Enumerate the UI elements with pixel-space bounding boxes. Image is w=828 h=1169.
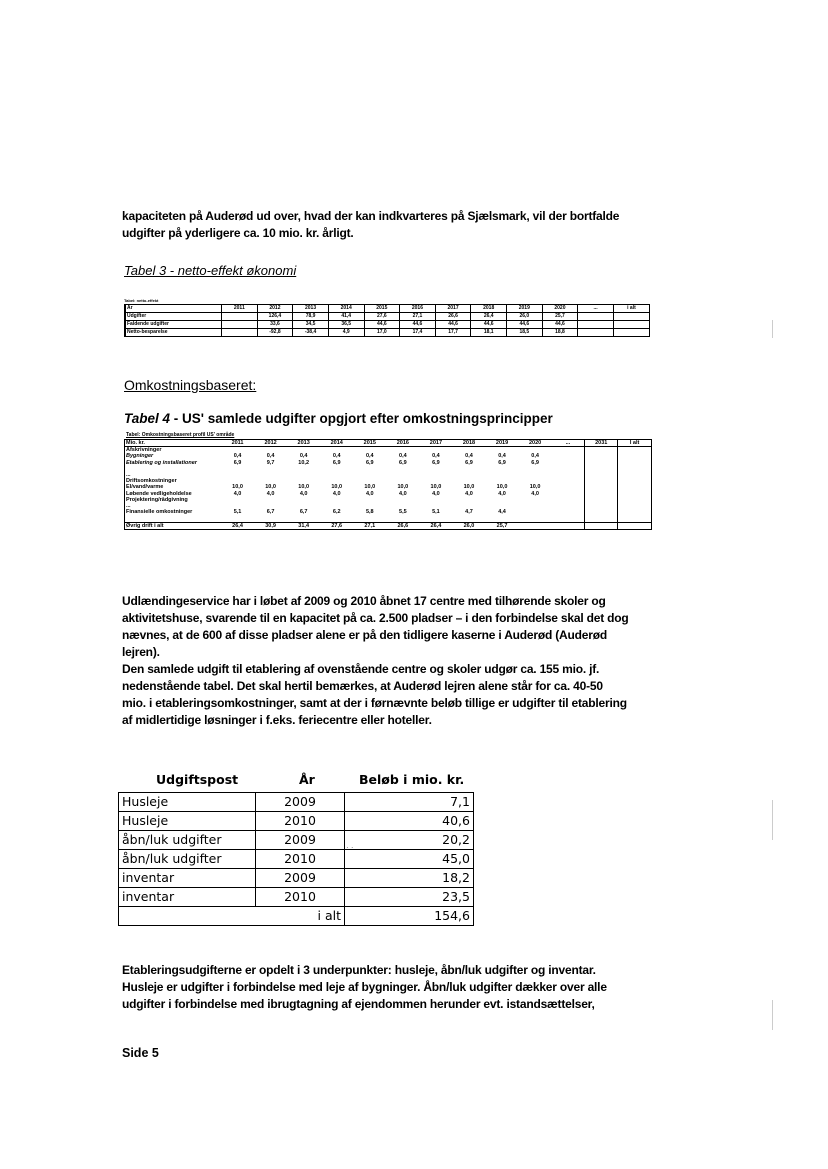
table4-cell: 0,4 xyxy=(299,453,308,460)
table4-cell xyxy=(287,447,320,454)
cost-amount: 20,2 xyxy=(345,831,474,850)
table3-row xyxy=(126,321,650,329)
table4-year-header: 2014 xyxy=(320,440,353,447)
table4-year-header: 2016 xyxy=(386,440,419,447)
table3-cell: 17,0 xyxy=(364,329,400,337)
table4-year-header: 2012 xyxy=(254,440,287,447)
table4-total-cell xyxy=(519,522,552,529)
cost-total-amount: 154,6 xyxy=(345,907,474,926)
table3-cell: 44,6 xyxy=(471,321,507,329)
table3-tiny-title: Tabel: netto-effekt xyxy=(124,298,159,303)
table4-cell: 6,9 xyxy=(531,459,539,466)
closing-line: Etableringsudgifterne er opdelt i 3 underpunkter: husleje, åbn/luk udgifter og inventar. xyxy=(122,963,596,977)
table4 xyxy=(124,439,652,530)
table3-cell xyxy=(222,313,258,321)
table4-cell: 10,0 xyxy=(496,484,508,491)
table3-year-header: 2019 xyxy=(507,305,543,313)
table4-cell: 10,0 xyxy=(232,484,243,491)
table4-caption xyxy=(124,411,553,426)
table4-total-cell: 31,4 xyxy=(287,522,320,529)
table3-header-row xyxy=(126,305,650,313)
table4-cell: 6,9 xyxy=(332,459,341,466)
table4-cell: 4,0 xyxy=(531,490,539,497)
table4-row-label: Bygninger xyxy=(126,453,154,460)
cost-year: 2010 xyxy=(256,812,345,831)
table4-total-cell xyxy=(552,522,585,529)
table4-year-header: 2019 xyxy=(486,440,519,447)
table4-cell: 0,4 xyxy=(399,453,407,460)
cost-amount: 18,2 xyxy=(345,869,474,888)
table3-cell: 18,5 xyxy=(507,329,543,337)
table4-cell: 6,9 xyxy=(465,459,473,466)
table4-cell xyxy=(486,447,519,454)
table3-cell: 26,0 xyxy=(507,313,543,321)
table4-total-cell: 30,9 xyxy=(254,522,287,529)
table3-year-header: 2018 xyxy=(471,305,507,313)
table4-total-label: Øvrig drift i alt xyxy=(125,522,221,529)
table4-cell: 4,0 xyxy=(465,490,473,497)
body-line: mio. i etableringsomkostninger, samt at der i førnævnte beløb tillige er udgifter til etablering xyxy=(122,696,627,710)
table3-cell: 33,6 xyxy=(257,321,293,329)
table3-cell xyxy=(578,321,614,329)
table4-cell xyxy=(353,447,386,454)
table4-cell xyxy=(320,447,353,454)
table4-row xyxy=(125,515,651,522)
table4-cell: 6,7 xyxy=(299,509,308,516)
table4-row-label: Finansielle omkostninger xyxy=(126,509,193,516)
table4-cell: 5,5 xyxy=(399,509,407,516)
scan-artifact xyxy=(772,800,773,840)
body-line: nedenstående tabel. Det skal hertil bemærkes, at Auderød lejren alene står for ca. 40-50 xyxy=(122,679,603,693)
table4-cell: 0,4 xyxy=(432,453,440,460)
table4-row-label: Driftsomkostninger xyxy=(126,478,177,485)
table4-cell xyxy=(386,515,419,522)
table3-cell: 27,1 xyxy=(400,313,436,321)
cost-amount: 45,0 xyxy=(345,850,474,869)
table4-caption-text: - US' samlede udgifter opgjort efter omkostningsprincipper xyxy=(170,411,553,426)
table3-row xyxy=(126,313,650,321)
cost-year: 2009 xyxy=(256,793,345,812)
cost-total-label: i alt xyxy=(256,907,345,926)
table4-cell: 4,4 xyxy=(498,509,506,516)
table4-total-cell xyxy=(618,522,651,529)
table3-row xyxy=(126,329,650,337)
table3-caption: Tabel 3 - netto-effekt økonomi xyxy=(124,263,297,278)
closing-line: udgifter i forbindelse med ibrugtagning af ejendommen herunder evt. istandsættelser, xyxy=(122,997,595,1011)
table4-year-header: 2017 xyxy=(419,440,452,447)
table3-cell: 26,4 xyxy=(471,313,507,321)
table4-row-label: ... xyxy=(126,503,131,510)
table4-row-label: El/vand/varme xyxy=(126,484,164,491)
table4-total-cell: 26,4 xyxy=(419,522,452,529)
table4-cell: 6,9 xyxy=(233,459,242,466)
cost-post: inventar xyxy=(119,869,256,888)
table3-year-header: 2014 xyxy=(328,305,364,313)
cost-header-year: År xyxy=(299,772,315,787)
table4-cell xyxy=(618,447,651,454)
table4-year-header: ... xyxy=(552,440,585,447)
table4-row-label xyxy=(125,515,221,522)
table4-cell: 10,2 xyxy=(298,459,310,466)
table4-cell: 6,9 xyxy=(365,459,374,466)
body-line: lejren). xyxy=(122,645,160,659)
table3-year-header: 2020 xyxy=(542,305,578,313)
table4-cell: 4,0 xyxy=(332,490,341,497)
table4-year-header: I alt xyxy=(618,440,651,447)
body-paragraph xyxy=(122,593,762,729)
table3-cell xyxy=(578,313,614,321)
cost-header-post: Udgiftspost xyxy=(156,772,239,787)
table3-cell: 4,9 xyxy=(328,329,364,337)
scan-artifact xyxy=(772,320,773,338)
table4-cell: 6,2 xyxy=(332,509,341,516)
table3-cell: 78,9 xyxy=(293,313,329,321)
table4-total-cell: 27,1 xyxy=(353,522,386,529)
table3-year-header: 2016 xyxy=(400,305,436,313)
table3-cell: 18,8 xyxy=(542,329,578,337)
table4-cell: 10,0 xyxy=(463,484,475,491)
table4-cell: 0,4 xyxy=(465,453,473,460)
table4-cell xyxy=(287,515,320,522)
table4-cell: 4,0 xyxy=(266,490,275,497)
table4-cell xyxy=(353,515,386,522)
table4-cell: 10,0 xyxy=(430,484,442,491)
table4-cell: 4,0 xyxy=(498,490,506,497)
table4-cell xyxy=(519,515,552,522)
table3-year-header: 2011 xyxy=(222,305,258,313)
table4-row-label: Projektering/rådgivning xyxy=(126,496,188,503)
table4-year-header: 2013 xyxy=(287,440,320,447)
table4-cell: 9,7 xyxy=(266,459,275,466)
table4-cell xyxy=(254,447,287,454)
cost-header-amount: Beløb i mio. kr. xyxy=(359,772,465,787)
cost-post: åbn/luk udgifter xyxy=(119,850,256,869)
table4-row-label: Løbende vedligeholdelse xyxy=(126,490,192,497)
cost-row xyxy=(119,812,474,831)
table4-cell: 10,0 xyxy=(298,484,310,491)
table3-cell xyxy=(613,329,649,337)
table4-cell: 0,4 xyxy=(498,453,506,460)
table4-total-cell: 26,4 xyxy=(221,522,254,529)
table4-year-header: 2031 xyxy=(585,440,618,447)
table3-cell xyxy=(613,321,649,329)
table4-cell xyxy=(452,515,485,522)
table3-cell: 34,5 xyxy=(293,321,329,329)
table3-year-header: i alt xyxy=(613,305,649,313)
table4-cell xyxy=(552,515,585,522)
table4-cell xyxy=(452,447,485,454)
table3-cell: 44,6 xyxy=(435,321,471,329)
table4-cell: 4,0 xyxy=(432,490,440,497)
table3-year-header: 2013 xyxy=(293,305,329,313)
table3-cell: 27,6 xyxy=(364,313,400,321)
closing-line: Husleje er udgifter i forbindelse med leje af bygninger. Åbn/luk udgifter dækker over alle xyxy=(122,980,607,994)
table3-header-label: År xyxy=(126,305,222,313)
table3-cell: 18,1 xyxy=(471,329,507,337)
body-line: af midlertidige løsninger i f.eks. feriecentre eller hoteller. xyxy=(122,713,432,727)
page-footer: Side 5 xyxy=(122,1046,159,1060)
table3-cell: 44,6 xyxy=(364,321,400,329)
table3-cell xyxy=(578,329,614,337)
scan-dots: · · xyxy=(346,843,354,852)
table3-cell: -92,8 xyxy=(257,329,293,337)
table4-cell: 4,7 xyxy=(465,509,473,516)
table4-cell xyxy=(618,515,651,522)
table4-cell: 4,0 xyxy=(365,490,374,497)
table4-cell: 0,4 xyxy=(233,453,242,460)
table4-row-label: Afskrivninger xyxy=(126,447,162,454)
table3-cell xyxy=(613,313,649,321)
cost-table xyxy=(118,792,474,926)
table4-total-cell: 27,6 xyxy=(320,522,353,529)
table3-row-label: Netto-besparelse xyxy=(126,329,222,337)
table4-cell: 0,4 xyxy=(332,453,341,460)
table3-cell: 44,6 xyxy=(507,321,543,329)
table4-year-header: 2015 xyxy=(353,440,386,447)
scan-artifact xyxy=(772,1000,773,1030)
table4-cell: 5,8 xyxy=(365,509,374,516)
cost-post: inventar xyxy=(119,888,256,907)
body-line: nævnes, at de 600 af disse pladser alene er på den tidligere kaserne i Auderød (Auderød xyxy=(122,628,607,642)
table3-cell: 44,6 xyxy=(400,321,436,329)
table4-cell: 6,7 xyxy=(266,509,275,516)
cost-year: 2009 xyxy=(256,831,345,850)
table4-cell: 10,0 xyxy=(331,484,343,491)
table4-cell: 5,1 xyxy=(233,509,242,516)
table4-cell: 10,0 xyxy=(265,484,276,491)
table4-cell xyxy=(254,515,287,522)
intro-paragraph xyxy=(122,208,762,242)
cost-total-spacer xyxy=(119,907,256,926)
table4-cell xyxy=(585,447,618,454)
table4-cell xyxy=(552,447,585,454)
body-line: Udlændingeservice har i løbet af 2009 og 2010 åbnet 17 centre med tilhørende skoler og xyxy=(122,594,606,608)
table4-cell xyxy=(419,447,452,454)
table4-cell: 10,0 xyxy=(397,484,409,491)
table4-cell xyxy=(419,515,452,522)
table4-cell: 0,4 xyxy=(365,453,374,460)
cost-row xyxy=(119,850,474,869)
table3-year-header: 2012 xyxy=(257,305,293,313)
table3-cell xyxy=(222,329,258,337)
cost-year: 2010 xyxy=(256,888,345,907)
table3-cell: 17,4 xyxy=(400,329,436,337)
table4-cell xyxy=(386,447,419,454)
table4-row xyxy=(125,447,651,454)
table3-cell: 36,5 xyxy=(328,321,364,329)
table4-cell xyxy=(320,515,353,522)
cost-row xyxy=(119,869,474,888)
table4-cell: 4,0 xyxy=(399,490,407,497)
table3-cell xyxy=(222,321,258,329)
body-line: Den samlede udgift til etablering af ovenstående centre og skoler udgør ca. 155 mio. jf. xyxy=(122,662,600,676)
section-heading: Omkostningsbaseret: xyxy=(124,377,257,393)
cost-post: Husleje xyxy=(119,793,256,812)
intro-line: kapaciteten på Auderød ud over, hvad der kan indkvarteres på Sjælsmark, vil der bortfalde xyxy=(122,209,620,223)
table4-cell xyxy=(221,515,254,522)
table3-cell: -38,4 xyxy=(293,329,329,337)
table3-cell: 25,7 xyxy=(542,313,578,321)
table4-year-header: 2020 xyxy=(519,440,552,447)
cost-row xyxy=(119,793,474,812)
table4-cell xyxy=(519,447,552,454)
table4-cell xyxy=(221,447,254,454)
table4-cell xyxy=(585,515,618,522)
table4-header-label: Mio. kr. xyxy=(125,440,221,447)
table4-total-cell: 25,7 xyxy=(486,522,519,529)
table3-year-header: 2017 xyxy=(435,305,471,313)
table4-header-row xyxy=(125,440,651,447)
intro-line: udgifter på yderligere ca. 10 mio. kr. årligt. xyxy=(122,226,354,240)
table4-cell: 0,4 xyxy=(531,453,539,460)
cost-year: 2009 xyxy=(256,869,345,888)
table4-cell: 6,9 xyxy=(498,459,506,466)
cost-year: 2010 xyxy=(256,850,345,869)
cost-post: Husleje xyxy=(119,812,256,831)
table4-total-row xyxy=(125,522,651,529)
cost-row xyxy=(119,831,474,850)
table4-total-cell: 26,0 xyxy=(452,522,485,529)
cost-amount: 40,6 xyxy=(345,812,474,831)
table4-caption-label: Tabel 4 xyxy=(124,411,171,426)
table3-year-header: 2015 xyxy=(364,305,400,313)
table4-total-cell xyxy=(585,522,618,529)
table4-cell: 5,1 xyxy=(432,509,440,516)
cost-row xyxy=(119,888,474,907)
cost-amount: 7,1 xyxy=(345,793,474,812)
table3 xyxy=(124,304,650,337)
table3-year-header: ... xyxy=(578,305,614,313)
table4-year-header: 2011 xyxy=(221,440,254,447)
table3-cell: 26,6 xyxy=(435,313,471,321)
table4-cell: 10,0 xyxy=(364,484,376,491)
table4-cell: 6,9 xyxy=(432,459,440,466)
table4-cell: 10,0 xyxy=(529,484,541,491)
table3-cell: 44,6 xyxy=(542,321,578,329)
table4-total-cell: 26,6 xyxy=(386,522,419,529)
cost-post: åbn/luk udgifter xyxy=(119,831,256,850)
closing-paragraph xyxy=(122,962,772,1013)
table4-cell: 4,0 xyxy=(233,490,242,497)
table4-cell: 4,0 xyxy=(299,490,308,497)
table4-row-label: Etablering og installationer xyxy=(126,459,197,466)
table4-row-label: ... xyxy=(126,472,131,478)
table4-year-header: 2018 xyxy=(452,440,485,447)
table4-tiny-title: Tabel: Omkostningsbaseret profil US' område xyxy=(126,432,235,438)
table4-cell: 6,9 xyxy=(399,459,407,466)
table3-row-label: Udgifter xyxy=(126,313,222,321)
cost-total-row xyxy=(119,907,474,926)
table3-cell: 41,4 xyxy=(328,313,364,321)
table4-cell: 0,4 xyxy=(266,453,275,460)
table3-row-label: Faldende udgifter xyxy=(126,321,222,329)
table4-cell xyxy=(486,515,519,522)
table3-cell: 126,4 xyxy=(257,313,293,321)
body-line: aktivitetshuse, svarende til en kapacitet på ca. 2.500 pladser – i den forbindelse skal det dog xyxy=(122,611,629,625)
table3-cell: 17,7 xyxy=(435,329,471,337)
cost-amount: 23,5 xyxy=(345,888,474,907)
